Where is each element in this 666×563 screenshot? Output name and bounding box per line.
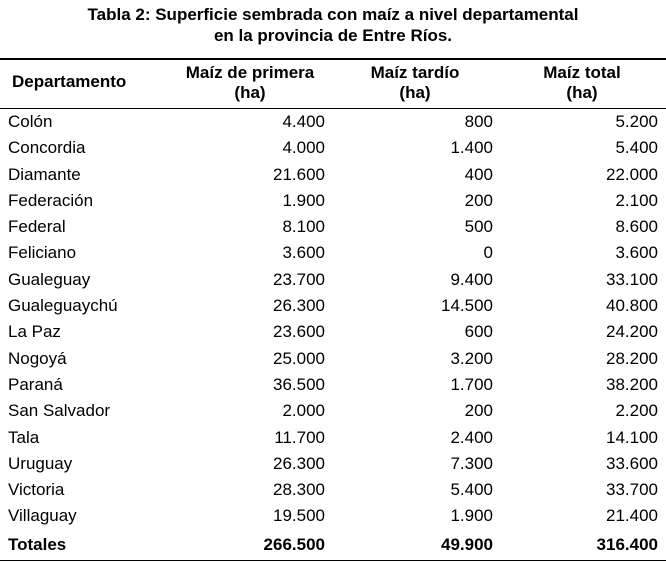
cell-departamento: La Paz <box>8 322 61 342</box>
cell-departamento: Feliciano <box>8 243 77 263</box>
table-row <box>0 188 666 214</box>
table-row <box>0 319 666 345</box>
cell-maiz-primera: 28.300 <box>273 480 325 500</box>
cell-maiz-total: 24.200 <box>606 322 658 342</box>
header-maiz-tardio-unit: (ha) <box>399 83 431 102</box>
cell-maiz-primera: 26.300 <box>273 453 325 473</box>
header-maiz-primera <box>165 63 335 103</box>
table-row <box>0 477 666 503</box>
table-row <box>0 425 666 451</box>
table-title-line2: en la provincia de Entre Ríos. <box>213 26 453 45</box>
header-maiz-primera-unit: (ha) <box>234 83 266 102</box>
cell-maiz-tardio: 800 <box>464 112 493 131</box>
cell-maiz-tardio: 600 <box>464 322 493 342</box>
cell-maiz-tardio: 400 <box>464 164 493 184</box>
cell-departamento: Concordia <box>8 138 86 158</box>
cell-maiz-total: 14.100 <box>606 427 658 447</box>
cell-maiz-tardio: 14.500 <box>441 296 493 316</box>
cell-maiz-primera: 3.600 <box>282 243 325 263</box>
cell-maiz-tardio: 500 <box>464 217 493 237</box>
table-header <box>0 60 666 108</box>
cell-maiz-tardio: 1.400 <box>450 138 493 158</box>
cell-maiz-tardio: 2.400 <box>450 427 493 447</box>
cell-maiz-tardio: 3.200 <box>450 348 493 368</box>
totals-primera: 266.500 <box>263 535 325 554</box>
cell-maiz-primera: 2.000 <box>282 401 325 421</box>
header-maiz-tardio <box>330 63 500 103</box>
cell-maiz-total: 22.000 <box>606 164 658 184</box>
header-departamento: Departamento <box>12 72 127 91</box>
header-maiz-tardio-label: Maíz tardío <box>370 63 460 82</box>
cell-maiz-primera: 23.700 <box>273 269 325 289</box>
table-row <box>0 109 666 135</box>
cell-maiz-total: 3.600 <box>615 243 658 263</box>
table-row <box>0 503 666 529</box>
cell-departamento: Nogoyá <box>8 348 67 368</box>
table-row <box>0 293 666 319</box>
cell-departamento: Gualeguay <box>8 269 91 289</box>
cell-maiz-total: 28.200 <box>606 348 658 368</box>
cell-departamento: Federación <box>8 190 94 210</box>
table-row <box>0 372 666 398</box>
header-maiz-primera-label: Maíz de primera <box>185 63 315 82</box>
bottom-rule <box>0 560 666 561</box>
header-maiz-total-label: Maíz total <box>543 63 621 82</box>
table-row <box>0 346 666 372</box>
cell-maiz-tardio: 200 <box>464 401 493 421</box>
table-body <box>0 109 666 530</box>
cell-maiz-total: 33.600 <box>606 453 658 473</box>
cell-departamento: Victoria <box>8 480 65 500</box>
cell-departamento: Gualeguaychú <box>8 296 118 316</box>
table-row <box>0 267 666 293</box>
cell-maiz-tardio: 1.700 <box>450 374 493 394</box>
cell-maiz-total: 8.600 <box>615 217 658 237</box>
table-title-line1: Tabla 2: Superficie sembrada con maíz a nivel departamental <box>87 5 579 24</box>
cell-maiz-primera: 4.000 <box>282 138 325 158</box>
cell-maiz-tardio: 5.400 <box>450 480 493 500</box>
cell-maiz-primera: 19.500 <box>273 506 325 526</box>
cell-maiz-primera: 1.900 <box>282 190 325 210</box>
header-maiz-total-unit: (ha) <box>566 83 598 102</box>
cell-maiz-primera: 23.600 <box>273 322 325 342</box>
cell-maiz-primera: 26.300 <box>273 296 325 316</box>
cell-maiz-tardio: 7.300 <box>450 453 493 473</box>
cell-maiz-tardio: 9.400 <box>450 269 493 289</box>
cell-maiz-total: 5.400 <box>615 138 658 158</box>
cell-maiz-primera: 8.100 <box>282 217 325 237</box>
cell-departamento: Diamante <box>8 164 81 184</box>
cell-departamento: Colón <box>8 112 53 131</box>
totals-row <box>0 532 666 558</box>
cell-maiz-tardio: 0 <box>483 243 493 263</box>
cell-maiz-total: 33.700 <box>606 480 658 500</box>
cell-maiz-total: 5.200 <box>615 112 658 131</box>
cell-departamento: Villaguay <box>8 506 77 526</box>
table-row <box>0 451 666 477</box>
table-title <box>0 4 666 46</box>
cell-departamento: Federal <box>8 217 66 237</box>
header-maiz-total <box>497 63 666 103</box>
table-row <box>0 214 666 240</box>
cell-departamento: Uruguay <box>8 453 73 473</box>
cell-departamento: Paraná <box>8 374 63 394</box>
totals-tardio: 49.900 <box>441 535 493 554</box>
cell-maiz-tardio: 1.900 <box>450 506 493 526</box>
cell-maiz-total: 38.200 <box>606 374 658 394</box>
table-row <box>0 398 666 424</box>
cell-maiz-primera: 36.500 <box>273 374 325 394</box>
cell-maiz-primera: 25.000 <box>273 348 325 368</box>
cell-maiz-total: 2.200 <box>615 401 658 421</box>
cell-departamento: Tala <box>8 427 40 447</box>
cell-maiz-tardio: 200 <box>464 190 493 210</box>
table-row <box>0 240 666 266</box>
cell-maiz-primera: 11.700 <box>274 427 325 447</box>
cell-maiz-primera: 21.600 <box>273 164 325 184</box>
cell-maiz-total: 40.800 <box>606 296 658 316</box>
cell-maiz-total: 2.100 <box>615 190 658 210</box>
totals-label: Totales <box>8 535 67 554</box>
table-row <box>0 135 666 161</box>
cell-maiz-total: 21.400 <box>606 506 658 526</box>
totals-total: 316.400 <box>596 535 658 554</box>
cell-departamento: San Salvador <box>8 401 111 421</box>
table-row <box>0 162 666 188</box>
cell-maiz-primera: 4.400 <box>282 112 325 131</box>
cell-maiz-total: 33.100 <box>606 269 658 289</box>
